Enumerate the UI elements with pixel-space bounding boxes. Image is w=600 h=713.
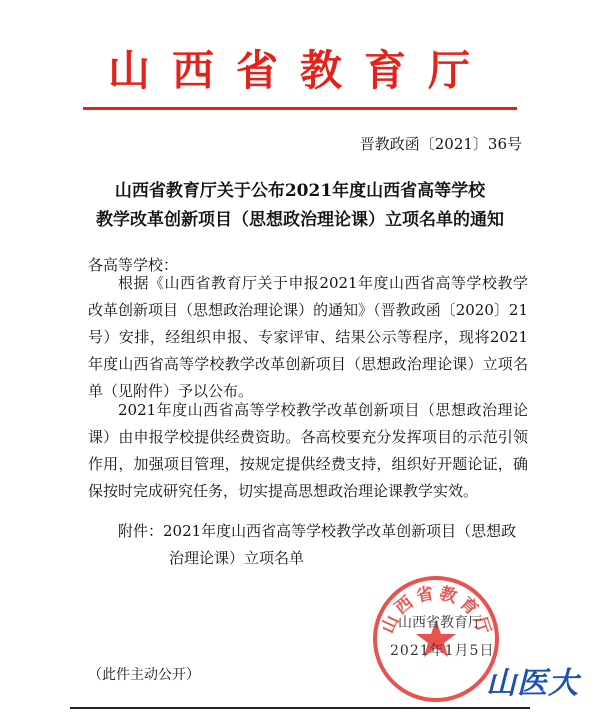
signing-issuer: 山西省教育厅 — [398, 615, 482, 631]
notice-title-line2: 教学改革创新项目（思想政治理论课）立项名单的通知 — [96, 210, 504, 230]
salutation: 各高等学校： — [88, 256, 179, 274]
seal-text: 山西省教育厅 — [377, 583, 496, 641]
body-paragraph-1: 根据《山西省教育厅关于申报2021年度山西省高等学校教学改革创新项目（思想政治理论课）的通知》（晋教政函〔2020〕21号）安排，经组织申报、专家评审、结果公示等程序，现将2021年度山西省高等学校教学改革创新项目（思想政治理论课）立项名单（见附件）予以公布。 — [88, 274, 528, 400]
signing-date: 2021年1月5日 — [390, 643, 495, 659]
attachment-note — [118, 518, 530, 572]
footer-rule — [70, 707, 530, 709]
official-seal-stamp — [370, 573, 502, 705]
notice-title — [0, 177, 600, 235]
body-paragraph-2: 2021年度山西省高等学校教学改革创新项目（思想政治理论课）由申报学校提供经费资助。各高校要充分发挥项目的示范引领作用，加强项目管理，按规定提供经费支持，组织好开题论证，确保按时完成研究任务，切实提高思想政治理论课教学实效。 — [88, 401, 528, 500]
disclosure-note: （此件主动公开） — [88, 667, 200, 683]
attachment-item: 附件：2021年度山西省高等学校教学改革创新项目（思想政治理论课）立项名单 — [118, 522, 517, 567]
document-number: 晋教政函〔2021〕36号 — [359, 135, 522, 153]
notice-title-line1: 山西省教育厅关于公布2021年度山西省高等学校 — [114, 181, 486, 201]
watermark-logo: 山医大 — [486, 666, 579, 701]
header-red-rule — [83, 107, 517, 110]
issuer-header-title: 山西省教育厅 — [107, 46, 492, 95]
